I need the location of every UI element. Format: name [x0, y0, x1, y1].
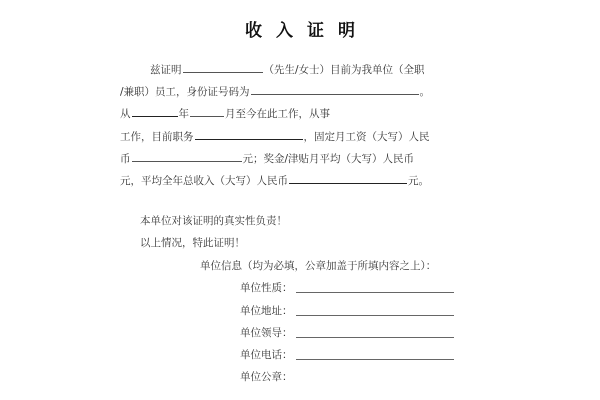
unit-address-field[interactable] [296, 315, 454, 316]
year-label: 年 [178, 108, 189, 120]
para-line-4 [120, 129, 430, 144]
unit-nature-field[interactable] [296, 292, 454, 293]
bonus-text: 元；奖金/津贴月平均（大写）人民币 [242, 153, 415, 165]
period-1: 。 [419, 86, 431, 98]
unit-nature-label: 单位性质： [240, 282, 293, 294]
para-line-1 [150, 62, 425, 77]
unit-leader-field[interactable] [296, 337, 454, 338]
unit-phone-field[interactable] [296, 359, 454, 360]
id-number-field[interactable] [251, 84, 419, 95]
month-engaged-text: 月至今在此工作，从事 [225, 108, 330, 120]
document-title: 收入证明 [245, 21, 369, 41]
yuan-end: 元。 [408, 175, 429, 187]
employment-type-text: /兼职）员工，身份证号码为 [120, 86, 250, 98]
unit-info-header: 单位信息（均为必填，公章加盖于所填内容之上）： [200, 260, 437, 272]
start-year-field[interactable] [132, 106, 178, 117]
start-month-field[interactable] [190, 106, 224, 117]
currency-label: 币 [120, 153, 131, 165]
gender-employer-text: （先生/女士）目前为我单位（全职 [263, 64, 425, 76]
annual-income-field[interactable] [289, 173, 407, 184]
annual-income-text: 元，平均全年总收入（大写）人民币 [120, 175, 288, 187]
para-line-3 [120, 106, 330, 121]
monthly-salary-field[interactable] [132, 151, 242, 162]
unit-leader-label: 单位领导： [240, 327, 293, 339]
from-label: 从 [120, 108, 131, 120]
unit-phone-label: 单位电话： [240, 349, 293, 361]
work-position-label: 工作，目前职务 [120, 131, 194, 143]
position-field[interactable] [195, 129, 303, 140]
responsibility-statement: 本单位对该证明的真实性负责！ [140, 215, 287, 227]
para-line-2 [120, 84, 430, 99]
hereby-certify-statement: 以上情况，特此证明！ [140, 237, 245, 249]
unit-seal-label: 单位公章： [240, 371, 293, 383]
name-field[interactable] [183, 62, 263, 73]
monthly-salary-text: ，固定月工资（大写）人民 [303, 131, 430, 143]
certify-label: 兹证明 [150, 64, 182, 76]
para-line-6 [120, 173, 429, 188]
para-line-5 [120, 151, 414, 166]
unit-address-label: 单位地址： [240, 305, 293, 317]
